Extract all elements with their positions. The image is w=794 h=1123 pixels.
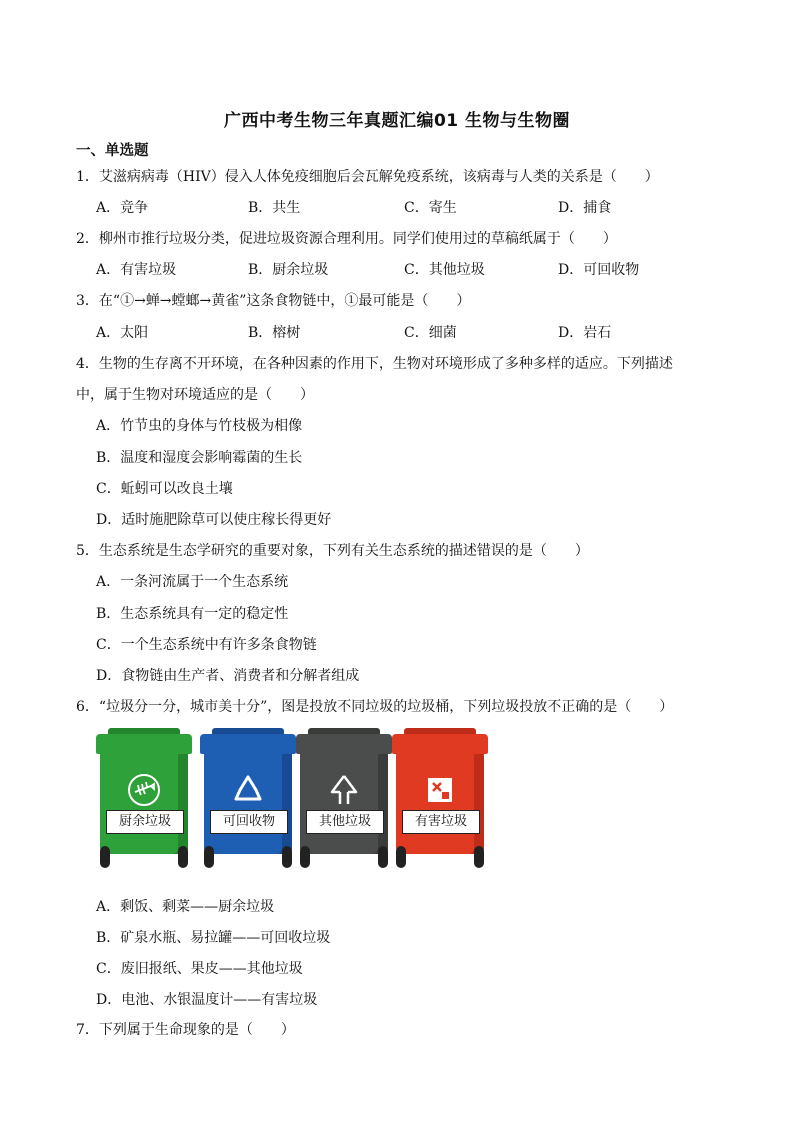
- option-a[interactable]: A．竞争: [96, 200, 149, 216]
- bin-wheel: [378, 846, 388, 868]
- trash-bins-figure: [96, 728, 488, 868]
- recycle-icon: [230, 772, 266, 808]
- hazard-icon: [422, 772, 458, 808]
- question-5-option-c[interactable]: C．一个生态系统中有许多条食物链: [96, 637, 317, 653]
- question-4-stem-line1: 4．生物的生存离不开环境，在各种因素的作用下，生物对环境形成了多种多样的适应。下列描述: [76, 356, 673, 372]
- hazardous-waste-bin: [392, 728, 488, 868]
- question-3-stem: 3．在“①→蝉→螳螂→黄雀”这条食物链中，①最可能是（ ）: [76, 293, 471, 309]
- bin-lid: [96, 734, 192, 754]
- option-a[interactable]: A．太阳: [96, 325, 149, 341]
- option-b[interactable]: B．共生: [248, 200, 301, 216]
- bin-lid: [200, 734, 296, 754]
- document-title: 广西中考生物三年真题汇编01 生物与生物圈: [223, 111, 571, 131]
- bin-label: 可回收物: [210, 810, 288, 834]
- bin-label: 厨余垃圾: [106, 810, 184, 834]
- question-4-option-b[interactable]: B．温度和湿度会影响霉菌的生长: [96, 450, 303, 466]
- question-6-option-a[interactable]: A．剩饭、剩菜——厨余垃圾: [96, 899, 275, 915]
- question-4-option-a[interactable]: A．竹节虫的身体与竹枝极为相像: [96, 418, 303, 434]
- bin-label: 有害垃圾: [402, 810, 480, 834]
- bin-wheel: [178, 846, 188, 868]
- bin-lid: [392, 734, 488, 754]
- question-1-stem: 1．艾滋病病毒（HIV）侵入人体免疫细胞后会瓦解免疫系统，该病毒与人类的关系是（ ）: [76, 169, 659, 185]
- bin-wheel: [100, 846, 110, 868]
- option-d[interactable]: D．可回收物: [558, 262, 640, 278]
- option-d[interactable]: D．捕食: [558, 200, 612, 216]
- question-6-option-d[interactable]: D．电池、水银温度计——有害垃圾: [96, 992, 318, 1008]
- question-6-option-c[interactable]: C．废旧报纸、果皮——其他垃圾: [96, 961, 303, 977]
- question-6-stem: 6．“垃圾分一分，城市美十分”，图是投放不同垃圾的垃圾桶，下列垃圾投放不正确的是（ ）: [76, 699, 674, 715]
- question-7-stem: 7．下列属于生命现象的是（ ）: [76, 1022, 295, 1038]
- bin-wheel: [282, 846, 292, 868]
- question-5-option-a[interactable]: A．一条河流属于一个生态系统: [96, 574, 289, 590]
- option-c[interactable]: C．其他垃圾: [404, 262, 485, 278]
- question-4-stem-line2: 中，属于生物对环境适应的是（ ）: [76, 387, 314, 403]
- question-5-option-b[interactable]: B．生态系统具有一定的稳定性: [96, 606, 289, 622]
- bin-lid: [296, 734, 392, 754]
- question-5-option-d[interactable]: D．食物链由生产者、消费者和分解者组成: [96, 668, 360, 684]
- other-waste-bin: [296, 728, 392, 868]
- bin-wheel: [396, 846, 406, 868]
- option-b[interactable]: B．厨余垃圾: [248, 262, 329, 278]
- question-2-stem: 2．柳州市推行垃圾分类，促进垃圾资源合理利用。同学们使用过的草稿纸属于（ ）: [76, 231, 617, 247]
- bin-wheel: [204, 846, 214, 868]
- fish-bone-icon: [126, 772, 162, 808]
- option-b[interactable]: B．榕树: [248, 325, 301, 341]
- recyclable-bin: [200, 728, 296, 868]
- option-c[interactable]: C．寄生: [404, 200, 457, 216]
- bin-wheel: [474, 846, 484, 868]
- question-6-option-b[interactable]: B．矿泉水瓶、易拉罐——可回收垃圾: [96, 930, 331, 946]
- kitchen-waste-bin: [96, 728, 192, 868]
- question-4-option-c[interactable]: C．蚯蚓可以改良土壤: [96, 481, 233, 497]
- section-heading: 一、单选题: [76, 143, 149, 159]
- bin-label: 其他垃圾: [306, 810, 384, 834]
- question-4-option-d[interactable]: D．适时施肥除草可以使庄稼长得更好: [96, 512, 332, 528]
- other-waste-icon: [326, 772, 362, 808]
- bin-wheel: [300, 846, 310, 868]
- option-d[interactable]: D．岩石: [558, 325, 612, 341]
- option-c[interactable]: C．细菌: [404, 325, 457, 341]
- option-a[interactable]: A．有害垃圾: [96, 262, 177, 278]
- question-5-stem: 5．生态系统是生态学研究的重要对象，下列有关生态系统的描述错误的是（ ）: [76, 543, 589, 559]
